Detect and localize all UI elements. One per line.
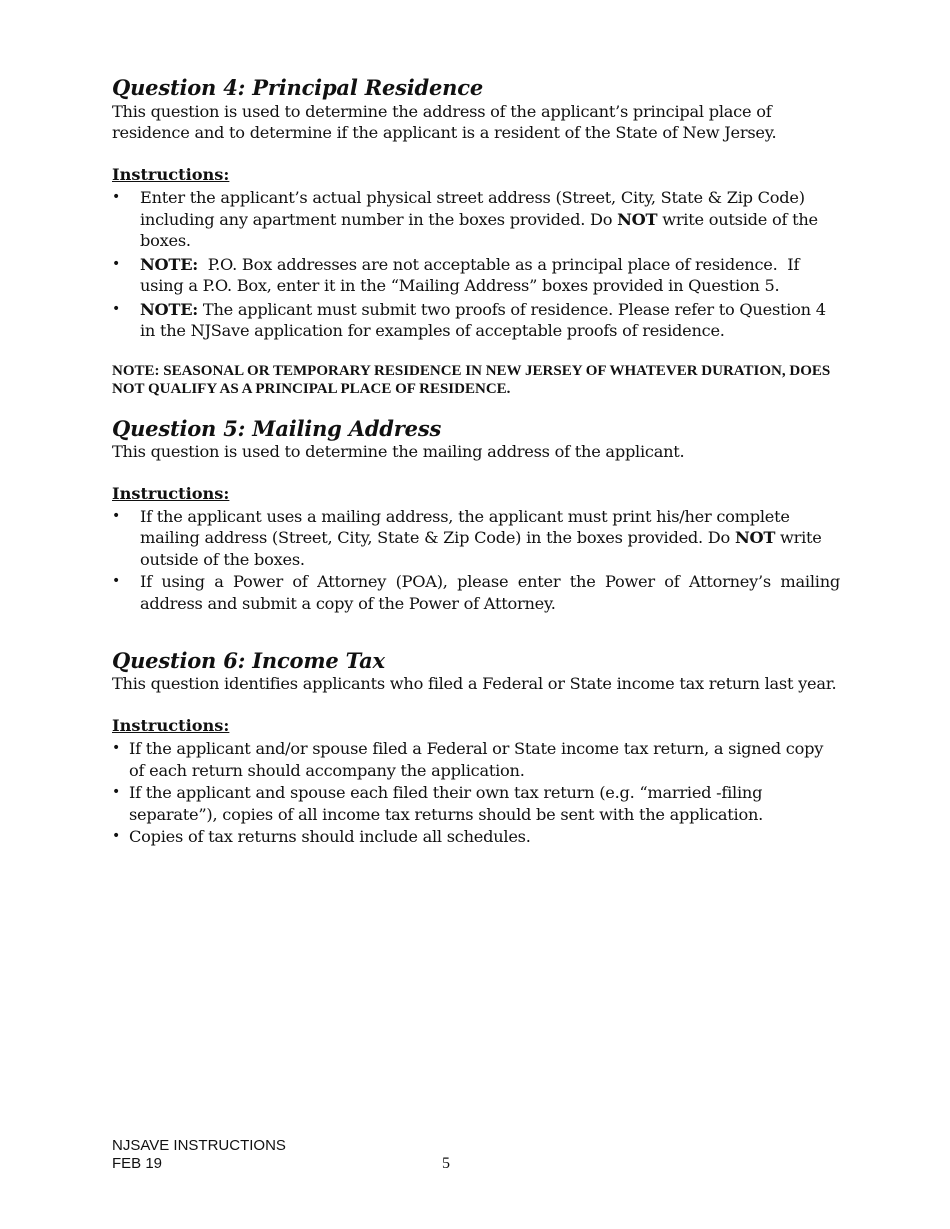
footer-title: NJSAVE INSTRUCTIONS	[112, 1137, 286, 1154]
bullet-icon: •	[112, 740, 121, 756]
bullet-icon: •	[112, 573, 121, 589]
q4-seasonal-note: NOTE: SEASONAL OR TEMPORARY RESIDENCE IN NEW JERSEY OF WHATEVER DURATION, DOES NOT QUALIFY AS A PRINCIPAL PLACE OF RESIDENCE.	[112, 362, 831, 397]
list-item: • If the applicant and spouse each filed their own tax return (e.g. “married -filing separate”), copies of all income tax returns should be sent with the application.	[112, 783, 764, 824]
list-item: • NOTE: P.O. Box addresses are not acceptable as a principal place of residence. If using a P.O. Box, enter it in the “Mailing Address” boxes provided in Question 5.	[112, 254, 805, 295]
list-item: • Copies of tax returns should include all schedules.	[112, 827, 531, 846]
q4-intro: This question is used to determine the address of the applicant’s principal place of residence and to determine if the applicant is a resident of the State of New Jersey.	[112, 102, 777, 142]
q5-intro: This question is used to determine the mailing address of the applicant.	[112, 441, 685, 461]
q6-instructions-label: Instructions:	[112, 716, 230, 735]
q4-heading: Question 4: Principal Residence	[112, 75, 484, 100]
bullet-icon: •	[112, 828, 121, 844]
bullet-icon: •	[112, 300, 121, 317]
list-item: • If the applicant and/or spouse filed a Federal or State income tax return, a signed copy of each return should accompany the application.	[112, 739, 824, 780]
page-number: 5	[442, 1155, 450, 1172]
document-body	[112, 74, 840, 848]
bullet-icon: •	[112, 784, 121, 800]
list-item: • If the applicant uses a mailing address, the applicant must print his/her complete mailing address (Street, City, State & Zip Code) in the boxes provided. Do NOT write outside of the boxes.	[112, 506, 822, 569]
q6-instructions-list	[112, 738, 840, 848]
q5-heading: Question 5: Mailing Address	[112, 415, 442, 441]
list-item: • NOTE: The applicant must submit two proofs of residence. Please refer to Question 4 in the NJSave application for examples of acceptable proofs of residence.	[112, 299, 826, 340]
bullet-icon: •	[112, 189, 121, 205]
list-item: • If using a Power of Attorney (POA), please enter the Power of Attorney’s mailing address and submit a copy of the Power of Attorney.	[112, 572, 840, 613]
bullet-icon: •	[112, 507, 121, 524]
q5-instructions-label: Instructions:	[112, 483, 230, 503]
bullet-icon: •	[112, 255, 121, 272]
q4-instructions-list	[112, 187, 840, 342]
page-footer	[112, 1137, 286, 1173]
q4-instructions-label: Instructions:	[112, 165, 230, 184]
q6-intro: This question identifies applicants who filed a Federal or State income tax return last year.	[112, 674, 837, 693]
q6-heading: Question 6: Income Tax	[112, 648, 385, 673]
q5-instructions-list	[112, 506, 840, 615]
list-item: • Enter the applicant’s actual physical street address (Street, City, State & Zip Code) including any apartment number in the boxes provided. Do NOT write outside of the boxes.	[112, 188, 818, 250]
footer-date: FEB 19	[112, 1155, 163, 1172]
